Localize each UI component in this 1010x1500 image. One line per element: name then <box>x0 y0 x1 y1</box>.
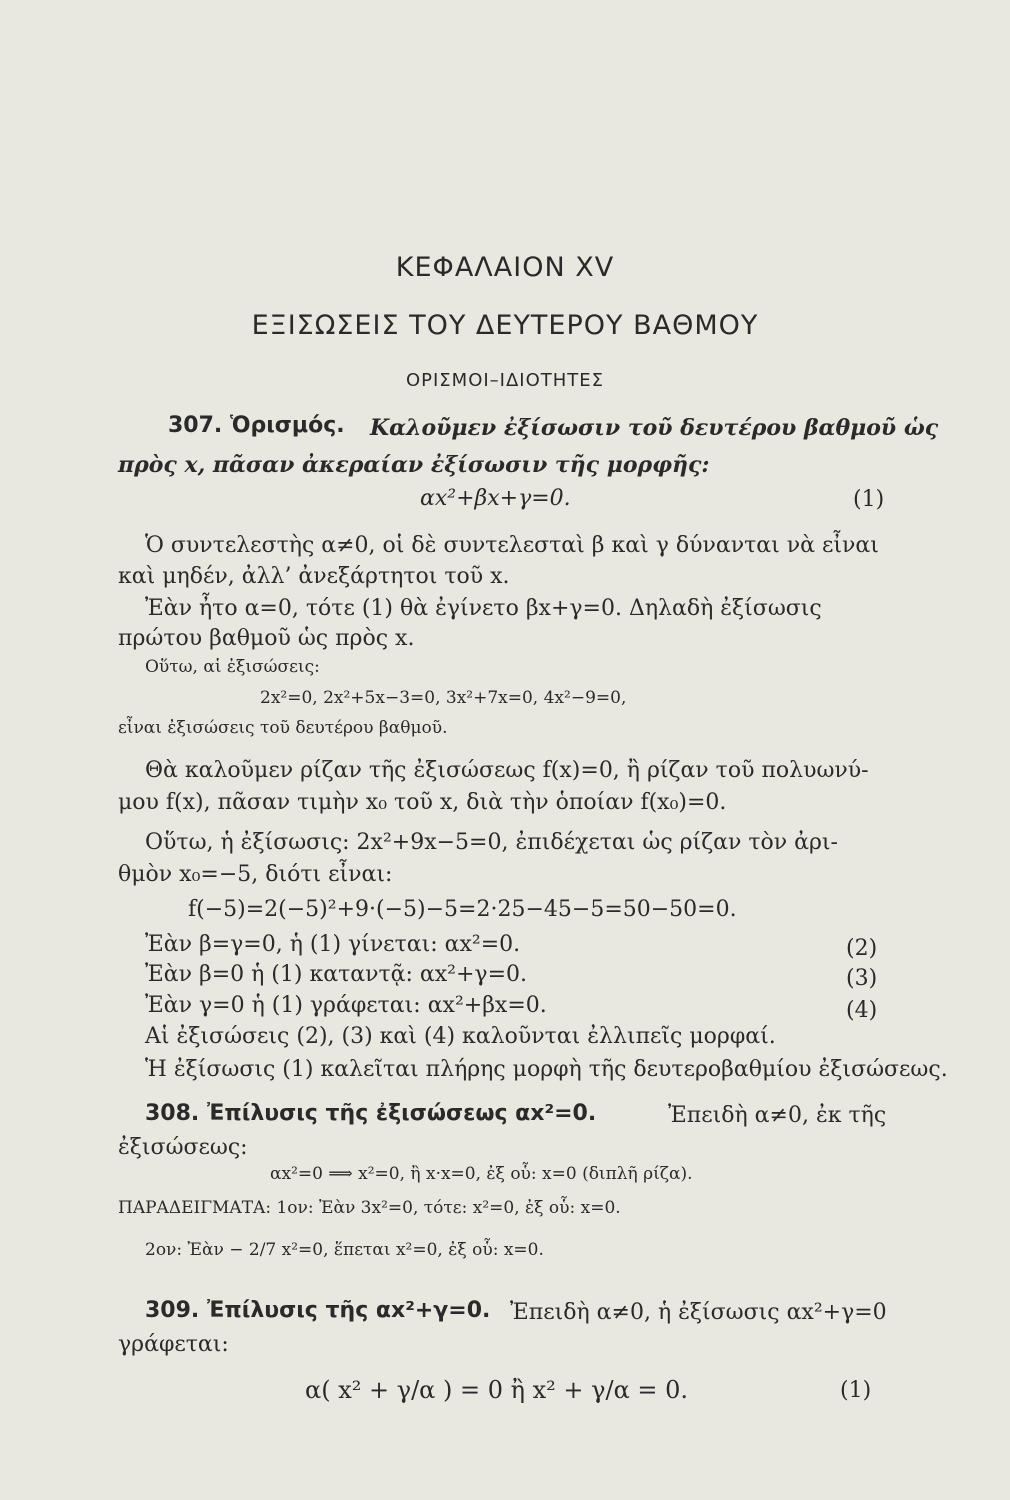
section-307-heading: 307. Ὁρισμός. <box>168 413 345 438</box>
section-309-equation-number: (1) <box>840 1378 872 1403</box>
root-example-line1: Οὕτω, ἡ ἐξίσωσις: 2x²+9x−5=0, ἐπιδέχεται ὡς ρίζαν τὸν ἀρι- <box>145 830 838 855</box>
section-308-text-line2: ἐξισώσεως: <box>118 1135 248 1160</box>
equation-number-3: (3) <box>846 966 878 991</box>
root-definition-line1: Θὰ καλοῦμεν ρίζαν τῆς ἐξισώσεως f(x)=0, ἢ ρίζαν τοῦ πολυωνύ- <box>145 758 869 783</box>
case-4-line: Ἐὰν γ=0 ἡ (1) γράφεται: αx²+βx=0. <box>145 993 547 1018</box>
section-307-definition-line2: πρὸς x, πᾶσαν ἀκεραίαν ἐξίσωσιν τῆς μορφῆς: <box>118 452 710 478</box>
section-309-text-line2: γράφεται: <box>118 1332 229 1357</box>
section-308-solution-chain: αx²=0 ⟹ x²=0, ἢ x·x=0, ἐξ οὗ: x=0 (διπλῆ ρίζα). <box>270 1164 693 1184</box>
root-definition-line2: μου f(x), πᾶσαν τιμὴν x₀ τοῦ x, διὰ τὴν ὁποίαν f(x₀)=0. <box>118 790 727 815</box>
root-verification-calc: f(−5)=2(−5)²+9·(−5)−5=2·25−45−5=50−50=0. <box>188 897 737 922</box>
section-307-paragraph1-line1: Ὁ συντελεστὴς α≠0, οἱ δὲ συντελεσταὶ β καὶ γ δύνανται νὰ εἶναι <box>145 533 879 558</box>
section-307-paragraph4: εἶναι ἐξισώσεις τοῦ δευτέρου βαθμοῦ. <box>118 718 448 738</box>
section-309-text-line1: Ἐπειδὴ α≠0, ἡ ἐξίσωσις αx²+γ=0 <box>510 1300 887 1325</box>
example-equations: 2x²=0, 2x²+5x−3=0, 3x²+7x=0, 4x²−9=0, <box>260 688 627 708</box>
equation-number-2: (2) <box>846 936 878 961</box>
section-309-heading: 309. Ἐπίλυσις τῆς αx²+γ=0. <box>145 1298 491 1323</box>
section-308-example2: 2ον: Ἐὰν − 2/7 x²=0, ἕπεται x²=0, ἐξ οὗ: x=0. <box>145 1240 544 1260</box>
section-308-heading: 308. Ἐπίλυσις τῆς ἐξισώσεως αx²=0. <box>145 1101 597 1126</box>
section-307-paragraph3: Οὕτω, αἱ ἐξισώσεις: <box>145 657 320 677</box>
root-example-line2: θμὸν x₀=−5, διότι εἶναι: <box>118 862 393 887</box>
chapter-heading: ΚΕΦΑΛΑΙΟΝ XV <box>395 252 615 283</box>
incomplete-forms-note: Αἱ ἐξισώσεις (2), (3) καὶ (4) καλοῦνται ἐλλιπεῖς μορφαί. <box>145 1024 776 1049</box>
equation-number-4: (4) <box>846 998 878 1023</box>
section-309-formula: α( x² + γ/α ) = 0 ἢ x² + γ/α = 0. <box>305 1376 689 1404</box>
complete-form-note: Ἡ ἐξίσωσις (1) καλεῖται πλήρης μορφὴ τῆς δευτεροβαθμίου ἐξισώσεως. <box>145 1057 948 1082</box>
case-3-line: Ἐὰν β=0 ἡ (1) καταντᾷ: αx²+γ=0. <box>145 962 527 987</box>
section-307-paragraph1-line2: καὶ μηδέν, ἀλλ’ ἀνεξάρτητοι τοῦ x. <box>118 564 510 589</box>
section-307-definition-line1: Καλοῦμεν ἐξίσωσιν τοῦ δευτέρου βαθμοῦ ὡς <box>370 415 939 441</box>
equation-number-1: (1) <box>853 487 885 512</box>
chapter-title: ΕΞΙΣΩΣΕΙΣ ΤΟΥ ΔΕΥΤΕΡΟΥ ΒΑΘΜΟΥ <box>251 310 759 341</box>
general-quadratic-formula: αx²+βx+γ=0. <box>420 486 571 511</box>
section-307-paragraph2-line1: Ἐὰν ἦτο α=0, τότε (1) θὰ ἐγίνετο βx+γ=0. Δηλαδὴ ἐξίσωσις <box>145 596 822 621</box>
section-307-paragraph2-line2: πρώτου βαθμοῦ ὡς πρὸς x. <box>118 626 415 651</box>
case-2-line: Ἐὰν β=γ=0, ἡ (1) γίνεται: αx²=0. <box>145 932 521 957</box>
chapter-subtitle: ΟΡΙΣΜΟΙ–ΙΔΙΟΤΗΤΕΣ <box>405 370 605 391</box>
section-308-example1: ΠΑΡΑΔΕΙΓΜΑΤΑ: 1ον: Ἐὰν 3x²=0, τότε: x²=0, ἐξ οὗ: x=0. <box>118 1198 621 1218</box>
section-308-text-line1: Ἐπειδὴ α≠0, ἐκ τῆς <box>668 1103 887 1128</box>
